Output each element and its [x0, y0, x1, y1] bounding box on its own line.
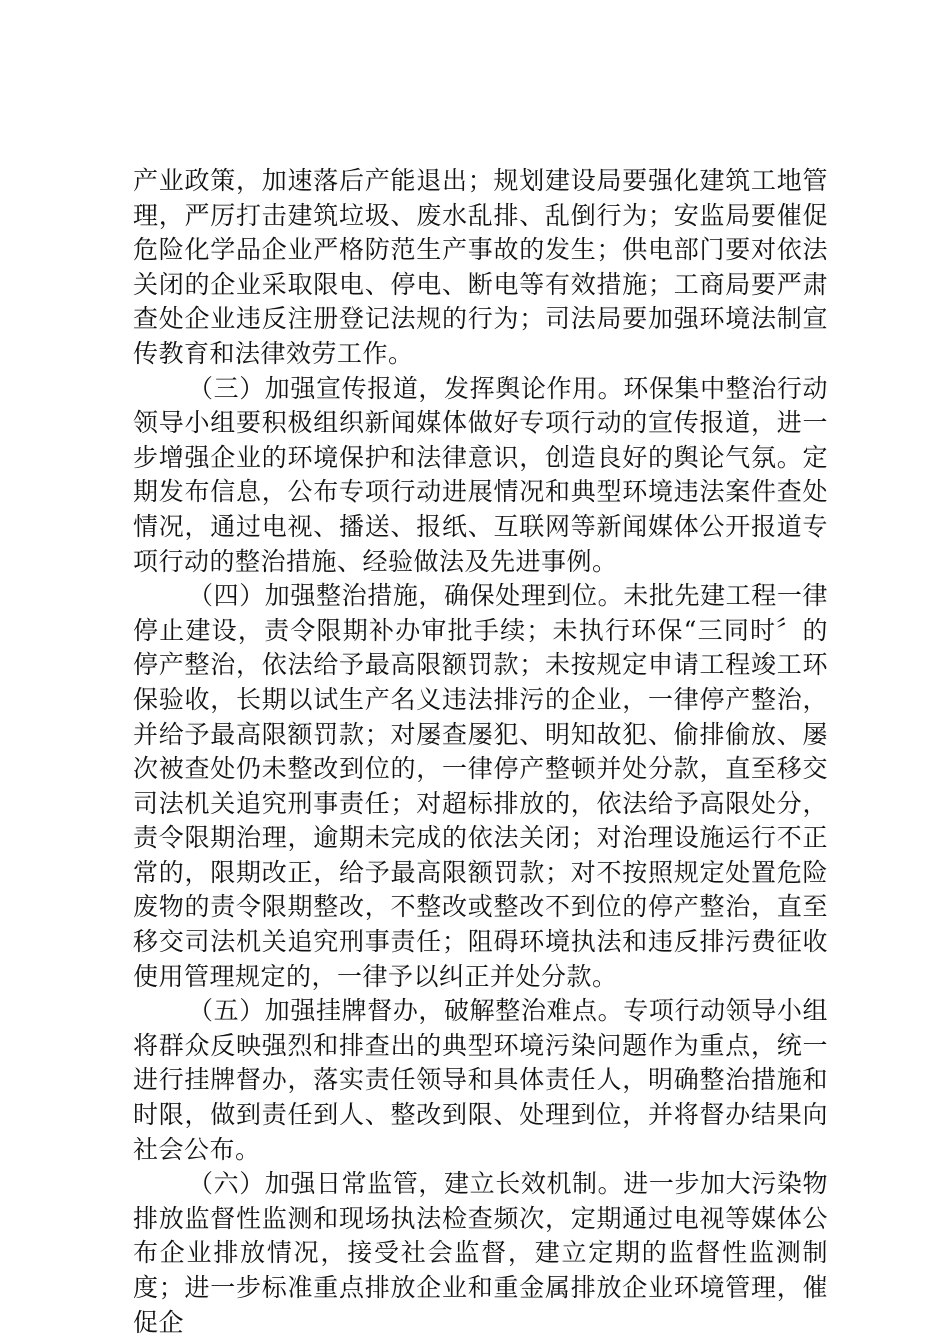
- document-body: [133, 164, 828, 1340]
- paragraph-section-4: （四）加强整治措施，确保处理到位。未批先建工程一律停止建设，责令限期补办审批手续；未执行环保“三同时〞的停产整治，依法给予最高限额罚款；未按规定申请工程竣工环保验收，长期以试生产名义违法排污的企业，一律停产整治，并给予最高限额罚款；对屡查屡犯、明知故犯、偷排偷放、屡次被查处仍未整改到位的，一律停产整顿并处分款，直至移交司法机关追究刑事责任；对超标排放的，依法给予高限处分，责令限期治理，逾期未完成的依法关闭；对治理设施运行不正常的，限期改正，给予最高限额罚款；对不按照规定处置危险废物的责令限期整改，不整改或整改不到位的停产整治，直至移交司法机关追究刑事责任；阻碍环境执法和违反排污费征收使用管理规定的，一律予以纠正并处分款。: [133, 581, 828, 991]
- paragraph-section-3: （三）加强宣传报道，发挥舆论作用。环保集中整治行动领导小组要积极组织新闻媒体做好专项行动的宣传报道，进一步增强企业的环境保护和法律意识，创造良好的舆论气氛。定期发布信息，公布专项行动进展情况和典型环境违法案件查处情况，通过电视、播送、报纸、互联网等新闻媒体公开报道专项行动的整治措施、经验做法及先进事例。: [133, 373, 828, 576]
- paragraph-continuation: 产业政策，加速落后产能退出；规划建设局要强化建筑工地管理，严厉打击建筑垃圾、废水乱排、乱倒行为；安监局要催促危险化学品企业严格防范生产事故的发生；供电部门要对依法关闭的企业采取限电、停电、断电等有效措施；工商局要严肃查处企业违反注册登记法规的行为；司法局要加强环境法制宣传教育和法律效劳工作。: [133, 166, 828, 368]
- paragraph-section-5: （五）加强挂牌督办，破解整治难点。专项行动领导小组将群众反映强烈和排查出的典型环境污染问题作为重点，统一进行挂牌督办，落实责任领导和具体责任人，明确整治措施和时限，做到责任到人、整改到限、处理到位，并将督办结果向社会公布。: [133, 996, 828, 1164]
- paragraph-section-6: （六）加强日常监管，建立长效机制。进一步加大污染物排放监督性监测和现场执法检查频次，定期通过电视等媒体公布企业排放情况，接受社会监督，建立定期的监督性监测制度；进一步标准重点排放企业和重金属排放企业环境管理，催促企: [133, 1169, 828, 1337]
